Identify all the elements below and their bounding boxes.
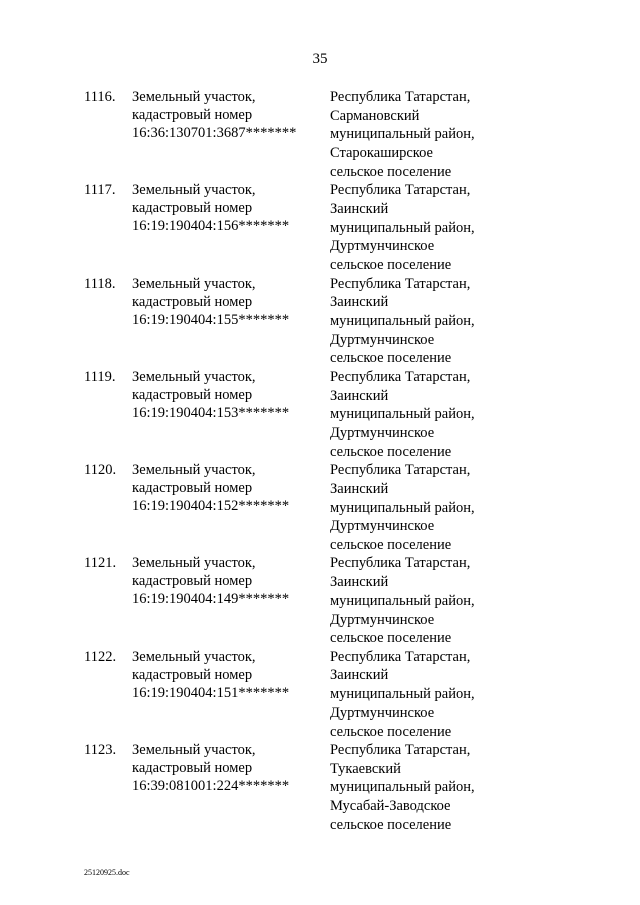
list-item [0, 88, 640, 181]
description-line: кадастровый номер [132, 386, 253, 403]
entry-number: 1117. [84, 182, 116, 199]
location-line: муниципальный район, [330, 126, 475, 143]
location-line: сельское поселение [330, 630, 452, 647]
entry-description [132, 88, 296, 142]
location-line: Республика Татарстан, [330, 742, 471, 759]
location-line: Республика Татарстан, [330, 555, 471, 572]
location-line: муниципальный район, [330, 779, 475, 796]
entry-number: 1118. [84, 275, 116, 292]
location-line: муниципальный район, [330, 313, 475, 329]
location-line: Дуртмунчинское [330, 518, 435, 535]
location-line: Заинский [330, 201, 389, 217]
location-line: Дуртмунчинское [330, 331, 435, 348]
entry-description [132, 275, 289, 329]
location-line: сельское поселение [330, 816, 452, 833]
list-item [0, 181, 640, 274]
location-line: Мусабай-Заводское [330, 798, 451, 815]
page-number: 35 [312, 51, 328, 67]
location-line: Республика Татарстан, [330, 275, 471, 292]
location-line: Заинский [330, 294, 389, 311]
location-line: сельское поселение [330, 350, 452, 367]
cadastral-number: 16:39:081001:224******* [132, 778, 290, 795]
entry-location [330, 461, 475, 555]
entry-description [132, 648, 289, 702]
list-item [0, 741, 640, 834]
entry-number: 1119. [84, 368, 116, 385]
description-line: Земельный участок, [132, 648, 256, 665]
description-line: кадастровый номер [132, 107, 253, 123]
description-line: кадастровый номер [132, 666, 253, 683]
location-line: Дуртмунчинское [330, 425, 435, 441]
location-line: муниципальный район, [330, 686, 475, 703]
description-line: кадастровый номер [132, 200, 253, 217]
location-line: сельское поселение [330, 163, 452, 180]
location-line: муниципальный район, [330, 219, 475, 236]
location-line: Тукаевский [330, 760, 401, 777]
location-line: Заинский [330, 480, 389, 497]
list-item [0, 648, 640, 741]
location-line: сельское поселение [330, 257, 452, 274]
entries-list [0, 88, 640, 834]
description-line: Земельный участок, [132, 462, 256, 479]
cadastral-number: 16:19:190404:152******* [132, 498, 290, 515]
location-line: Республика Татарстан, [330, 89, 471, 105]
location-line: Дуртмунчинское [330, 611, 435, 628]
description-line: Земельный участок, [132, 368, 256, 385]
entry-description [132, 461, 289, 515]
location-line: Старокаширское [330, 145, 433, 162]
entry-location [330, 554, 475, 648]
location-line: Республика Татарстан, [330, 182, 471, 199]
cadastral-number: 16:19:190404:149******* [132, 591, 290, 608]
cadastral-number: 16:19:190404:156******* [132, 218, 290, 235]
description-line: кадастровый номер [132, 760, 253, 777]
description-line: кадастровый номер [132, 480, 253, 497]
entry-description [132, 554, 289, 608]
cadastral-number: 16:36:130701:3687******* [132, 125, 297, 141]
location-line: Заинский [330, 574, 389, 591]
description-line: кадастровый номер [132, 293, 253, 310]
description-line: кадастровый номер [132, 573, 253, 590]
entry-number: 1116. [84, 89, 116, 105]
cadastral-number: 16:19:190404:153******* [132, 404, 290, 421]
list-item [0, 368, 640, 461]
list-item [0, 461, 640, 554]
description-line: Земельный участок, [132, 742, 256, 759]
location-line: Дуртмунчинское [330, 704, 435, 721]
location-line: Республика Татарстан, [330, 648, 471, 665]
entry-location [330, 181, 475, 275]
entry-number: 1120. [84, 462, 117, 479]
location-line: Заинский [330, 387, 389, 404]
description-line: Земельный участок, [132, 275, 256, 292]
cadastral-number: 16:19:190404:155******* [132, 311, 290, 328]
list-item [0, 554, 640, 647]
list-item [0, 275, 640, 368]
entry-location [330, 88, 475, 182]
location-line: Республика Татарстан, [330, 368, 471, 385]
location-line: муниципальный район, [330, 406, 475, 423]
location-line: Дуртмунчинское [330, 238, 435, 255]
location-line: Сармановский [330, 107, 420, 124]
entry-description [132, 741, 289, 795]
location-line: муниципальный район, [330, 592, 475, 609]
location-line: муниципальный район, [330, 499, 475, 516]
description-line: Земельный участок, [132, 555, 256, 572]
entry-location [330, 741, 475, 835]
location-line: сельское поселение [330, 443, 452, 460]
entry-location [330, 368, 475, 462]
entry-description [132, 368, 289, 422]
footer-filename: 25120925.doc [84, 868, 130, 877]
location-line: Заинский [330, 667, 389, 684]
location-line: сельское поселение [330, 723, 452, 740]
cadastral-number: 16:19:190404:151******* [132, 684, 290, 701]
location-line: сельское поселение [330, 537, 452, 553]
entry-description [132, 181, 289, 235]
description-line: Земельный участок, [132, 89, 256, 105]
location-line: Республика Татарстан, [330, 462, 471, 479]
entry-location [330, 275, 475, 369]
entry-number: 1123. [84, 742, 117, 759]
entry-location [330, 648, 475, 742]
entry-number: 1121. [84, 555, 117, 572]
entry-number: 1122. [84, 648, 117, 665]
description-line: Земельный участок, [132, 182, 256, 199]
